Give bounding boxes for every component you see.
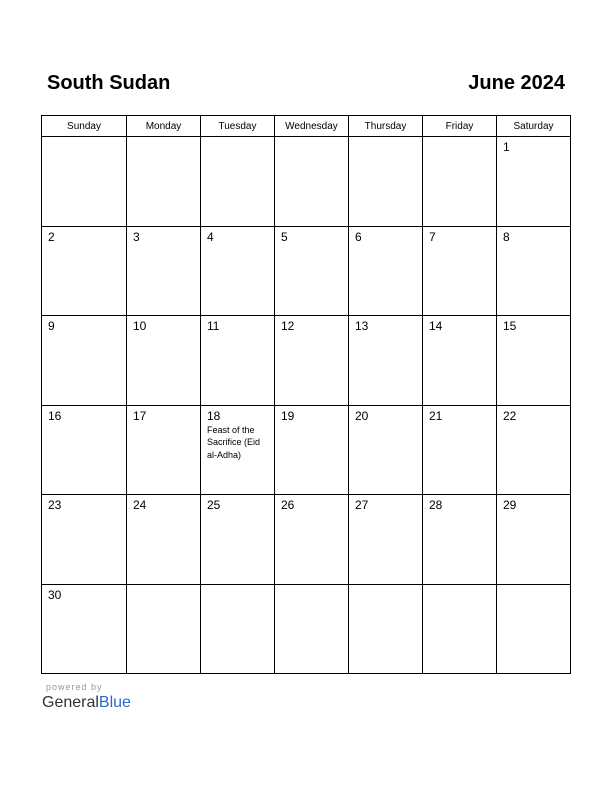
day-cell	[127, 405, 201, 495]
day-cell	[497, 316, 571, 406]
week-row	[42, 226, 571, 316]
day-cell	[127, 226, 201, 316]
week-row	[42, 405, 571, 495]
day-cell	[423, 495, 497, 585]
day-number: 20	[355, 408, 369, 423]
weekday-header: Friday	[423, 116, 497, 137]
day-number: 22	[503, 408, 517, 423]
day-cell	[349, 226, 423, 316]
empty-day-cell	[497, 584, 571, 674]
day-number: 28	[429, 498, 443, 512]
day-number: 29	[503, 498, 517, 512]
day-cell	[42, 584, 127, 674]
day-number: 12	[281, 319, 295, 333]
empty-day-cell	[349, 584, 423, 674]
day-number: 24	[133, 498, 147, 512]
day-number: 9	[48, 319, 55, 333]
day-cell	[423, 405, 497, 495]
day-number: 11	[207, 319, 220, 333]
empty-day-cell	[201, 137, 275, 227]
weekday-header: Thursday	[349, 116, 423, 137]
empty-day-cell	[275, 584, 349, 674]
day-cell	[275, 405, 349, 495]
empty-day-cell	[423, 584, 497, 674]
empty-day-cell	[275, 137, 349, 227]
day-cell	[349, 405, 423, 495]
empty-day-cell	[201, 584, 275, 674]
powered-by-label: powered by	[46, 682, 103, 692]
day-number: 7	[429, 229, 436, 244]
day-number: 6	[355, 229, 362, 244]
day-cell	[275, 316, 349, 406]
day-cell	[497, 495, 571, 585]
day-cell	[127, 495, 201, 585]
empty-day-cell	[423, 137, 497, 227]
weekday-header: Wednesday	[275, 116, 349, 137]
day-number: 18	[207, 408, 221, 423]
weekday-header: Saturday	[497, 116, 571, 137]
day-number: 10	[133, 319, 147, 333]
month-calendar-grid	[41, 115, 571, 674]
day-number: 3	[133, 229, 140, 244]
day-number: 13	[355, 319, 369, 333]
day-cell	[42, 226, 127, 316]
day-cell	[275, 226, 349, 316]
day-cell	[201, 226, 275, 316]
day-cell	[127, 316, 201, 406]
brand-general-text: General	[42, 694, 99, 711]
day-cell	[423, 316, 497, 406]
day-cell	[349, 316, 423, 406]
day-number: 16	[48, 408, 62, 423]
weekday-header: Sunday	[42, 116, 127, 137]
day-cell	[497, 226, 571, 316]
empty-day-cell	[349, 137, 423, 227]
day-number: 4	[207, 229, 214, 244]
brand-blue-text: Blue	[98, 694, 131, 711]
empty-day-cell	[42, 137, 127, 227]
day-cell	[201, 405, 275, 495]
day-number: 21	[429, 408, 443, 423]
day-cell	[497, 405, 571, 495]
generalblue-logo[interactable]	[42, 694, 131, 712]
month-year-title: June 2024	[468, 72, 565, 94]
week-row	[42, 495, 571, 585]
calendar-body	[42, 137, 571, 674]
holiday-label: Feast of the Sacrifice (Eid al-Adha)	[207, 424, 261, 460]
day-cell	[42, 405, 127, 495]
empty-day-cell	[127, 137, 201, 227]
day-number: 8	[503, 229, 510, 244]
day-number: 1	[503, 140, 510, 154]
day-cell	[275, 495, 349, 585]
day-cell	[201, 316, 275, 406]
empty-day-cell	[127, 584, 201, 674]
day-cell	[42, 316, 127, 406]
day-number: 30	[48, 587, 62, 602]
day-number: 14	[429, 319, 443, 333]
day-number: 17	[133, 408, 147, 423]
day-number: 2	[48, 229, 55, 244]
country-title: South Sudan	[47, 72, 171, 94]
day-number: 15	[503, 319, 517, 333]
day-cell	[423, 226, 497, 316]
day-number: 19	[281, 408, 295, 423]
day-number: 5	[281, 229, 288, 244]
week-row	[42, 316, 571, 406]
day-cell	[349, 495, 423, 585]
day-number: 23	[48, 498, 62, 512]
week-row	[42, 137, 571, 227]
week-row	[42, 584, 571, 674]
day-number: 27	[355, 498, 369, 512]
day-cell	[201, 495, 275, 585]
day-number: 26	[281, 498, 295, 512]
day-number: 25	[207, 498, 221, 512]
weekday-header: Tuesday	[201, 116, 275, 137]
weekday-header-row	[42, 116, 571, 137]
day-cell	[42, 495, 127, 585]
weekday-header: Monday	[127, 116, 201, 137]
day-cell	[497, 137, 571, 227]
